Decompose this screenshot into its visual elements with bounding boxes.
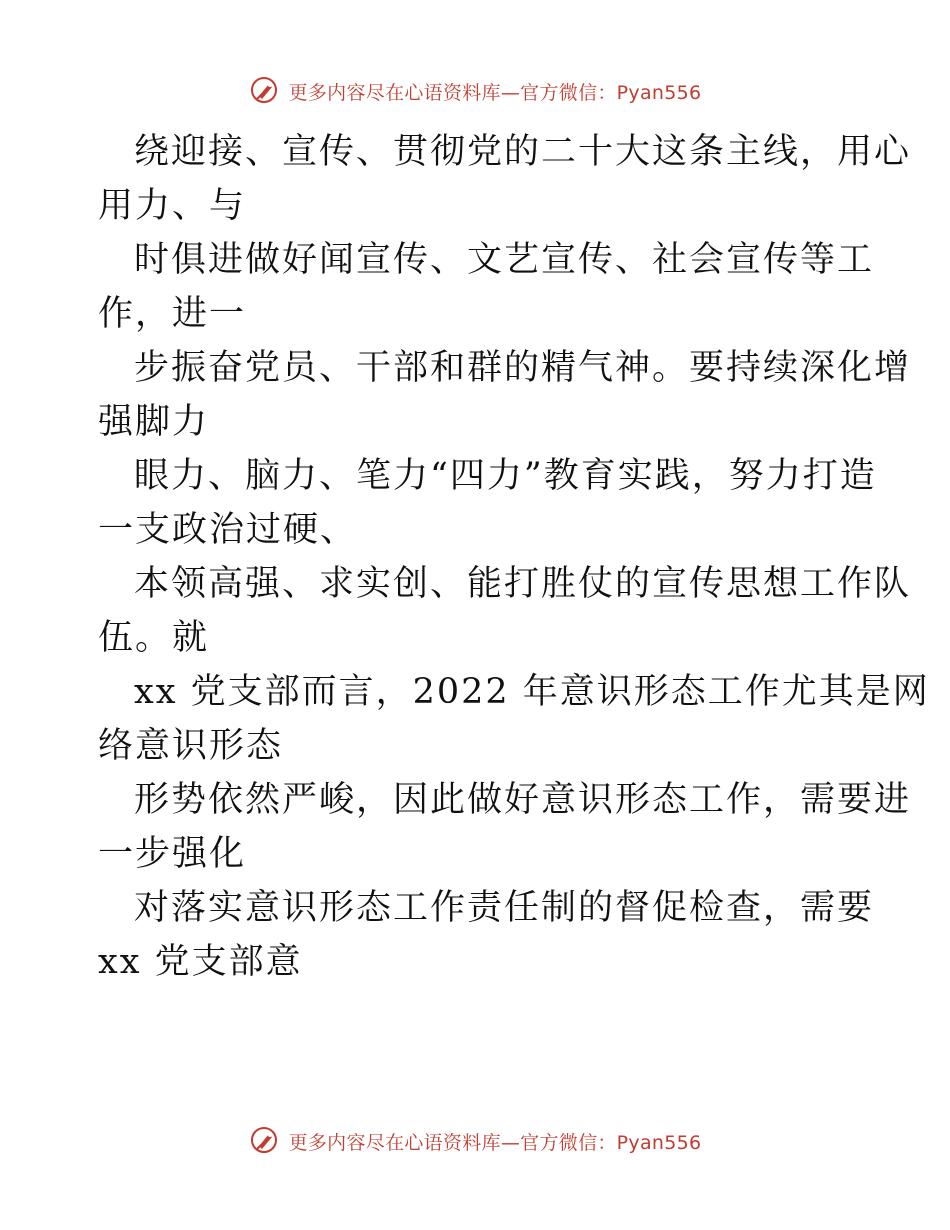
document-body	[98, 125, 930, 989]
body-line: 强脚力	[98, 402, 210, 442]
body-line: 绕迎接、宣传、贯彻党的二十大这条主线，用心	[134, 132, 912, 172]
body-line: 一步强化	[98, 834, 247, 874]
body-line: 本领高强、求实创、能打胜仗的宣传思想工作队	[134, 564, 912, 604]
body-line: 对落实意识形态工作责任制的督促检查，需要	[134, 888, 875, 928]
body-line: 作，进一	[98, 294, 247, 334]
body-line: 时俱进做好闻宣传、文艺宣传、社会宣传等工	[134, 240, 875, 280]
footer-banner-text: 更多内容尽在心语资料库—官方微信：Pyan556	[288, 1131, 702, 1154]
body-line: 络意识形态	[98, 726, 284, 766]
body-line: 形势依然严峻，因此做好意识形态工作，需要进	[134, 780, 912, 820]
body-line: xx 党支部而言，2022 年意识形态工作尤其是网	[134, 672, 930, 712]
body-line: 眼力、脑力、笔力“四力”教育实践，努力打造	[134, 456, 877, 496]
footer-banner	[0, 1120, 950, 1160]
body-line: 伍。就	[98, 618, 210, 658]
body-line: 步振奋党员、干部和群的精气神。要持续深化增	[134, 348, 912, 388]
header-banner-text: 更多内容尽在心语资料库—官方微信：Pyan556	[288, 81, 702, 104]
body-line: 一支政治过硬、	[98, 510, 358, 550]
body-line: 用力、与	[98, 186, 247, 226]
header-banner	[0, 70, 950, 110]
pen-nib-circle-icon	[249, 75, 279, 105]
pen-nib-circle-icon	[249, 1125, 279, 1155]
body-line: xx 党支部意	[98, 942, 303, 982]
